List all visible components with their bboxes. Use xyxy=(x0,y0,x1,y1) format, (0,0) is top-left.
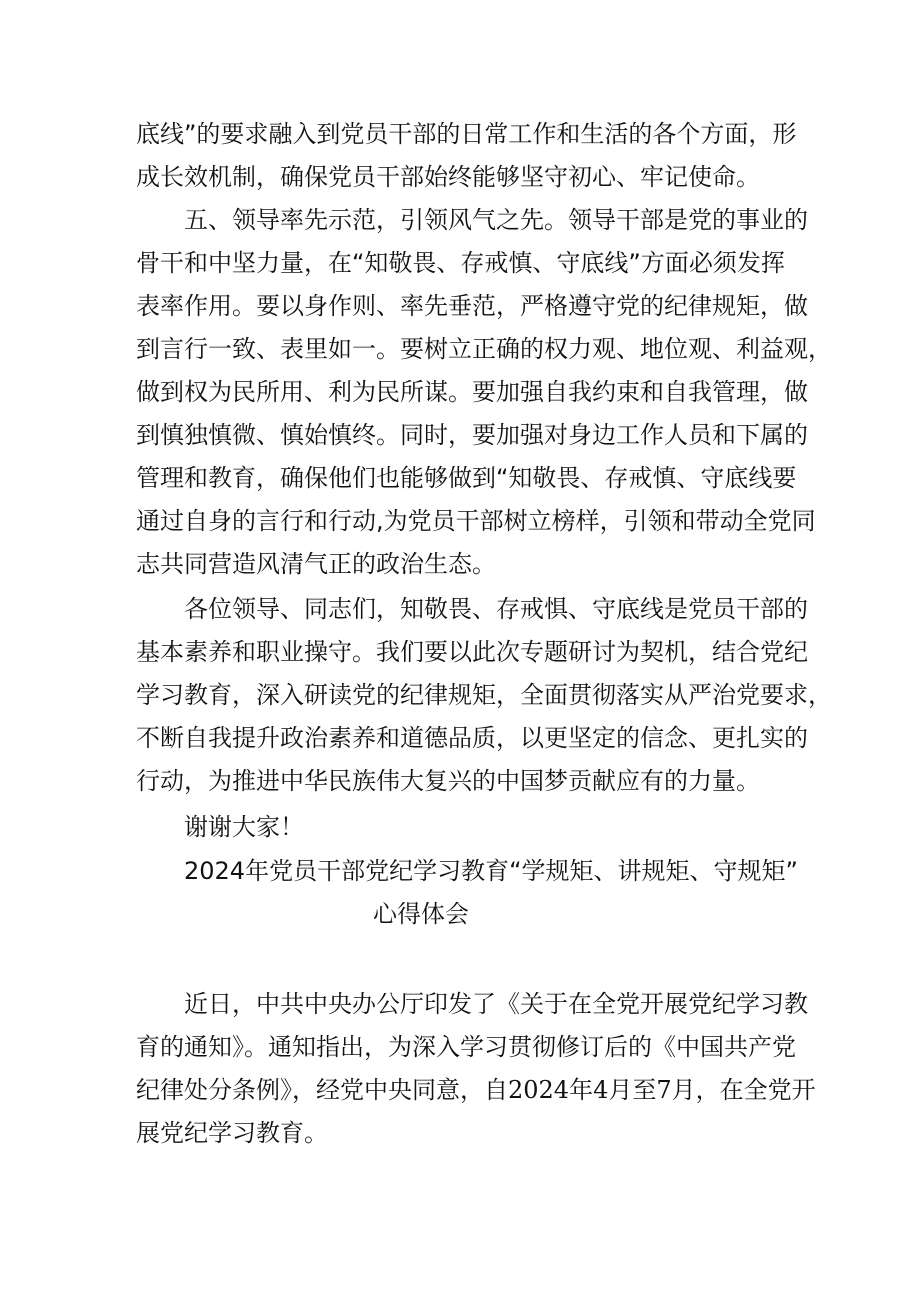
text-line: 五、领导率先示范，引领风气之先。领导干部是党的事业的 xyxy=(184,206,808,234)
text-line: 管理和教育，确保他们也能够做到“知敬畏、存戒慎、守底线要 xyxy=(136,464,797,492)
text-line: 志共同营造风清气正的政治生态。 xyxy=(136,550,496,578)
text-line: 到慎独慎微、慎始慎终。同时，要加强对身边工作人员和下属的 xyxy=(136,421,808,449)
text-line: 学习教育，深入研读党的纪律规矩，全面贯彻落实从严治党要求， xyxy=(136,681,832,709)
text-line: 表率作用。要以身作则、率先垂范，严格遵守党的纪律规矩，做 xyxy=(136,292,808,320)
text-line: 通过自身的言行和行动,为党员干部树立榜样，引领和带动全党同 xyxy=(136,507,816,535)
text-line: 不断自我提升政治素养和道德品质，以更坚定的信念、更扎实的 xyxy=(136,724,808,752)
text-line: 行动，为推进中华民族伟大复兴的中国梦贡献应有的力量。 xyxy=(136,767,760,795)
text-line: 纪律处分条例》，经党中央同意，自2024年4月至7月，在全党开 xyxy=(136,1076,816,1104)
text-line: 育的通知》。通知指出，为深入学习贯彻修订后的《中国共产党 xyxy=(136,1033,796,1061)
text-line: 到言行一致、表里如一。要树立正确的权力观、地位观、利益观， xyxy=(136,335,832,363)
text-line: 展党纪学习教育。 xyxy=(136,1119,328,1147)
text-line: 做到权为民所用、利为民所谋。要加强自我约束和自我管理，做 xyxy=(136,378,808,406)
text-line: 各位领导、同志们，知敬畏、存戒惧、守底线是党员干部的 xyxy=(184,595,808,623)
text-line: 骨干和中坚力量，在“知敬畏、存戒慎、守底线”方面必须发挥 xyxy=(136,249,785,277)
text-line: 底线”的要求融入到党员干部的日常工作和生活的各个方面，形 xyxy=(136,120,797,148)
text-line: 基本素养和职业操守。我们要以此次专题研讨为契机，结合党纪 xyxy=(136,638,808,666)
text-line: 谢谢大家！ xyxy=(184,813,304,841)
article-title: 2024年党员干部党纪学习教育“学规矩、讲规矩、守规矩” xyxy=(184,857,798,885)
text-line: 成长效机制，确保党员干部始终能够坚守初心、牢记使命。 xyxy=(136,163,760,191)
article-title-line2: 心得体会 xyxy=(373,900,469,928)
text-line: 近日，中共中央办公厅印发了《关于在全党开展党纪学习教 xyxy=(184,990,808,1018)
